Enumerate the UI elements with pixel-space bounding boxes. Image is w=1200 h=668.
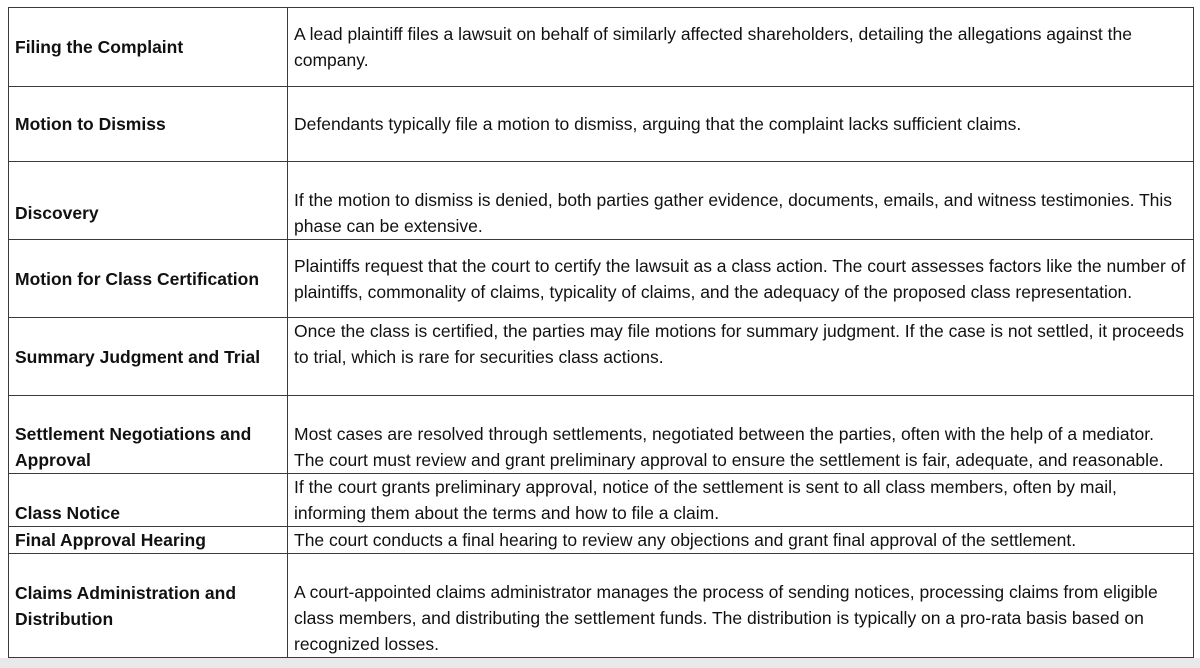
step-description: A lead plaintiff files a lawsuit on behalf of similarly affected shareholders, detailing the allegations against the company.	[288, 8, 1194, 87]
table-row	[9, 474, 1194, 527]
step-name: Motion for Class Certification	[9, 240, 288, 318]
table-row	[9, 87, 1194, 162]
table-row	[9, 240, 1194, 318]
step-description: The court conducts a final hearing to review any objections and grant final approval of the settlement.	[288, 527, 1194, 554]
step-name: Filing the Complaint	[9, 8, 288, 87]
step-description: If the motion to dismiss is denied, both parties gather evidence, documents, emails, and witness testimonies. This phase can be extensive.	[288, 162, 1194, 240]
table-row	[9, 396, 1194, 474]
step-name: Motion to Dismiss	[9, 87, 288, 162]
table-row	[9, 318, 1194, 396]
step-description: Once the class is certified, the parties may file motions for summary judgment. If the case is not settled, it proceeds to trial, which is rare for securities class actions.	[288, 318, 1194, 396]
table-row	[9, 162, 1194, 240]
table-row	[9, 527, 1194, 554]
step-name: Settlement Negotiations and Approval	[9, 396, 288, 474]
step-name: Claims Administration and Distribution	[9, 554, 288, 658]
step-name: Discovery	[9, 162, 288, 240]
table-row	[9, 554, 1194, 658]
step-name: Class Notice	[9, 474, 288, 527]
step-description: If the court grants preliminary approval, notice of the settlement is sent to all class members, often by mail, informing them about the terms and how to file a claim.	[288, 474, 1194, 527]
step-description: A court-appointed claims administrator manages the process of sending notices, processing claims from eligible class members, and distributing the settlement funds. The distribution is typically on a pro-rata basis based on recognized losses.	[288, 554, 1194, 658]
step-name: Final Approval Hearing	[9, 527, 288, 554]
step-description: Plaintiffs request that the court to certify the lawsuit as a class action. The court assesses factors like the number of plaintiffs, commonality of claims, typicality of claims, and the adequacy of the proposed class representation.	[288, 240, 1194, 318]
step-name: Summary Judgment and Trial	[9, 318, 288, 396]
step-description: Defendants typically file a motion to dismiss, arguing that the complaint lacks sufficient claims.	[288, 87, 1194, 162]
process-steps-table	[8, 7, 1194, 658]
step-description: Most cases are resolved through settlements, negotiated between the parties, often with the help of a mediator. The court must review and grant preliminary approval to ensure the settlement is fair, adequate, and reasonable.	[288, 396, 1194, 474]
table-row	[9, 8, 1194, 87]
page-bottom-strip	[0, 658, 1200, 668]
